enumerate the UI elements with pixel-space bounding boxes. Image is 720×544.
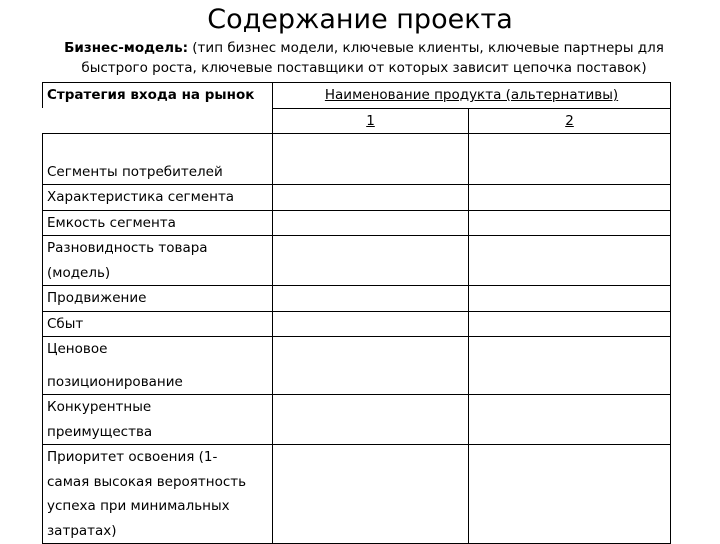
column-number-row: [43, 108, 671, 134]
cell-alt-2[interactable]: [469, 185, 671, 211]
row-label: Конкурентные преимущества: [43, 395, 273, 445]
row-label: Ценовое позиционирование: [43, 337, 273, 395]
table-row: [43, 337, 671, 395]
cell-alt-2[interactable]: [469, 311, 671, 337]
cell-alt-1[interactable]: [273, 185, 469, 211]
row-label: Характеристика сегмента: [43, 185, 273, 211]
cell-alt-1[interactable]: [273, 210, 469, 236]
blank-cell: [43, 108, 273, 134]
product-name-header: Наименование продукта (альтернативы): [273, 83, 671, 109]
strategy-header: Стратегия входа на рынок: [43, 83, 273, 109]
row-label: Емкость сегмента: [43, 210, 273, 236]
cell-alt-2[interactable]: [469, 236, 671, 286]
table-row: [43, 185, 671, 211]
cell-alt-1[interactable]: [273, 337, 469, 395]
cell-alt-2[interactable]: [469, 445, 671, 544]
cell-alt-2[interactable]: [469, 134, 671, 185]
row-label: Продвижение: [43, 286, 273, 312]
project-content-table: [42, 82, 671, 544]
cell-alt-2[interactable]: [469, 286, 671, 312]
cell-alt-1[interactable]: [273, 445, 469, 544]
alternative-2-header: 2: [469, 108, 671, 134]
row-label: Сегменты потребителей: [43, 134, 273, 185]
table-row: [43, 286, 671, 312]
cell-alt-2[interactable]: [469, 210, 671, 236]
table-row: [43, 445, 671, 544]
row-label: Приоритет освоения (1- самая высокая вероятность успеха при минимальных затратах): [43, 445, 273, 544]
table-row: [43, 210, 671, 236]
cell-alt-1[interactable]: [273, 311, 469, 337]
row-label: Сбыт: [43, 311, 273, 337]
table-row: [43, 395, 671, 445]
page-title: Содержание проекта: [207, 4, 513, 35]
subtitle-text: (тип бизнес модели, ключевые клиенты, ключевые партнеры для быстрого роста, ключевые поставщики от которых зависит цепочка поставок): [81, 40, 664, 76]
table-row: [43, 134, 671, 185]
table-row: [43, 311, 671, 337]
subtitle-label: Бизнес-модель:: [64, 40, 188, 56]
cell-alt-2[interactable]: [469, 395, 671, 445]
header-row: [43, 83, 671, 109]
cell-alt-2[interactable]: [469, 337, 671, 395]
row-label: Разновидность товара (модель): [43, 236, 273, 286]
cell-alt-1[interactable]: [273, 134, 469, 185]
cell-alt-1[interactable]: [273, 236, 469, 286]
subtitle: [44, 38, 684, 78]
cell-alt-1[interactable]: [273, 395, 469, 445]
cell-alt-1[interactable]: [273, 286, 469, 312]
alternative-1-header: 1: [273, 108, 469, 134]
table-row: [43, 236, 671, 286]
